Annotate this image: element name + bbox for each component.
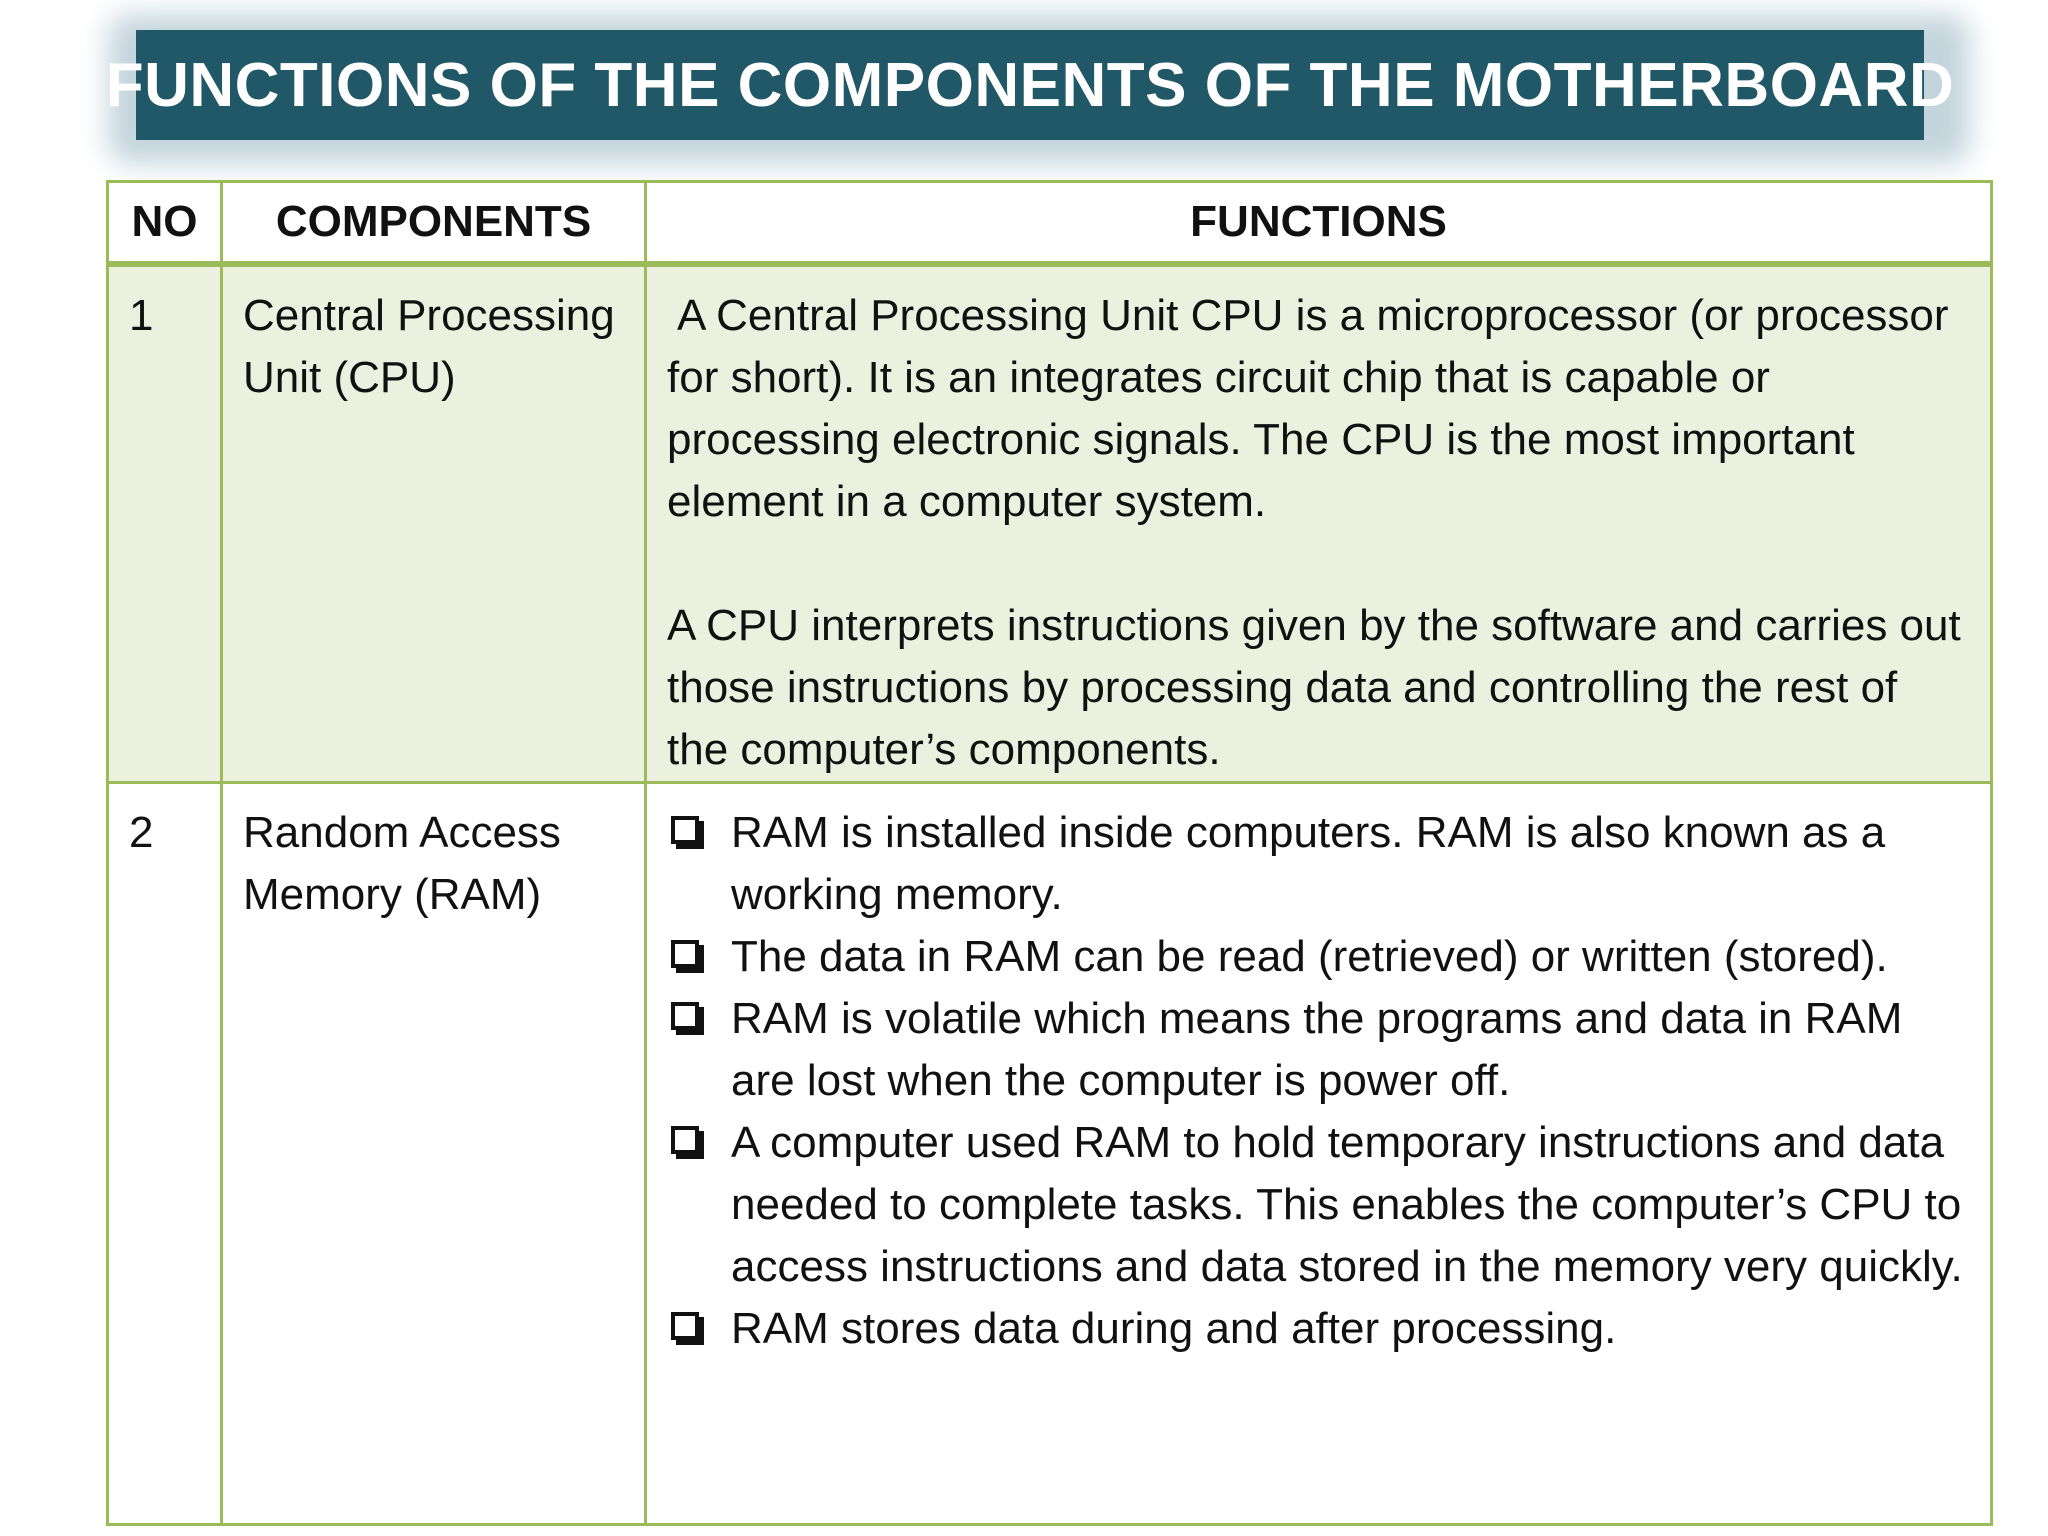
functions-cell: [646, 264, 1992, 783]
title-banner: [105, 30, 1955, 140]
row-number: 1: [108, 264, 222, 783]
table-header-row: [108, 182, 1992, 264]
header-functions: FUNCTIONS: [646, 182, 1992, 264]
row-number: 2: [108, 782, 222, 1525]
function-paragraph: A CPU interprets instructions given by the software and carries out those instructions by processing data and controlling the rest of the computer’s components.: [667, 600, 1961, 774]
component-name: Random Access Memory (RAM): [222, 782, 646, 1525]
bullet-text: The data in RAM can be read (retrieved) or written (stored).: [731, 931, 1888, 981]
checkbox-square-icon: [671, 1312, 699, 1340]
table-row: [108, 782, 1992, 1525]
list-item: [667, 926, 1970, 988]
bullet-text: RAM is installed inside computers. RAM is also known as a working memory.: [731, 807, 1886, 919]
table-row: [108, 264, 1992, 783]
function-bullet-list: [667, 802, 1970, 1360]
list-item: [667, 1298, 1970, 1360]
components-table: [106, 180, 1993, 1526]
checkbox-square-icon: [671, 816, 699, 844]
bullet-text: RAM stores data during and after processing.: [731, 1303, 1617, 1353]
component-name: Central Processing Unit (CPU): [222, 264, 646, 783]
bullet-text: RAM is volatile which means the programs and data in RAM are lost when the computer is power off.: [731, 993, 1903, 1105]
bullet-text: A computer used RAM to hold temporary instructions and data needed to complete tasks. This enables the computer’s CPU to access instructions and data stored in the memory very quickly.: [731, 1117, 1963, 1291]
checkbox-square-icon: [671, 1002, 699, 1030]
functions-cell: [646, 782, 1992, 1525]
list-item: [667, 988, 1970, 1112]
checkbox-square-icon: [671, 940, 699, 968]
list-item: [667, 802, 1970, 926]
header-no: NO: [108, 182, 222, 264]
list-item: [667, 1112, 1970, 1298]
function-paragraph: A Central Processing Unit CPU is a microprocessor (or processor for short). It is an integrates circuit chip that is capable or processing electronic signals. The CPU is the most important element in a computer system.: [667, 290, 1949, 526]
page-title: FUNCTIONS OF THE COMPONENTS OF THE MOTHERBOARD: [105, 50, 1955, 120]
header-components: COMPONENTS: [222, 182, 646, 264]
checkbox-square-icon: [671, 1126, 699, 1154]
